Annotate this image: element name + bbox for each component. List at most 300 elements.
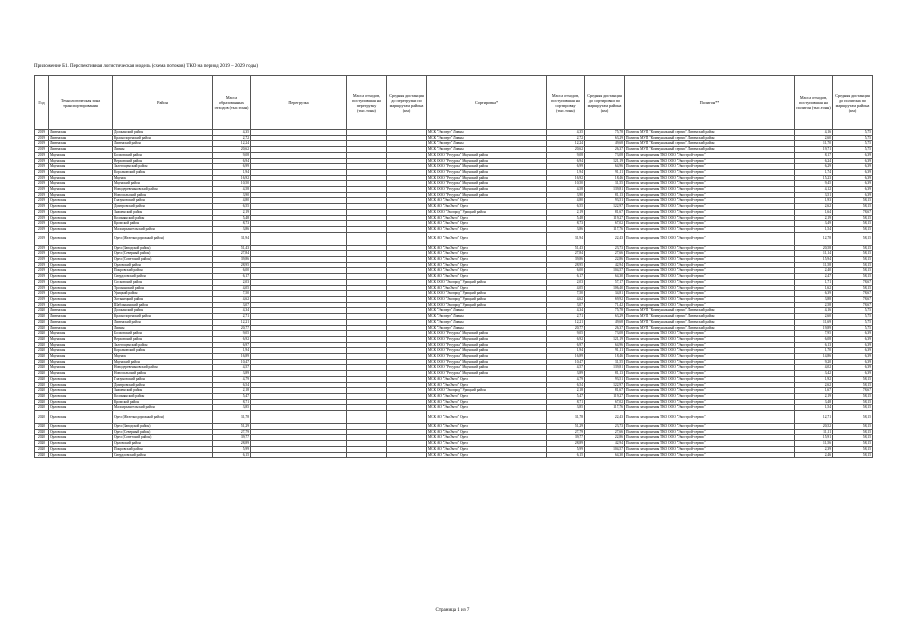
cell-year: 2019 [35,262,49,268]
cell-mass-formed: 51,43 [213,245,251,251]
cell-district: Кромской район [113,399,213,405]
cell-landfill: Полигон захоронения ТКО ООО "Экострой-сервис" [625,429,795,435]
cell-year: 2019 [35,296,49,302]
cell-landfill: Полигон захоронения ТКО ООО "Экострой-сервис" [625,152,795,158]
cell-mass-to-sort: 16,92 [547,175,585,181]
cell-district: Колпнянский район [113,393,213,399]
cell-landfill: Полигон захоронения ТКО ООО "Экострой-сервис" [625,204,795,210]
cell-dist-to-landfill: 58,15 [833,245,873,251]
cell-mass-to-sort: 4,58 [547,187,585,193]
cell-district: Краснозоренский район [113,135,213,141]
cell-dist-to-sort: 81,13 [585,192,625,198]
cell-district: Верховский район [113,336,213,342]
cell-year: 2020 [35,446,49,452]
cell-zone: Орловская [49,285,113,291]
cell-district: Новосильский район [113,192,213,198]
cell-zone: Мценская [49,169,113,175]
cell-dist-to-sort: 119,27 [585,215,625,221]
cell-dist-to-landfill: 6,39 [833,181,873,187]
cell-reload [251,452,347,458]
cell-zone: Орловская [49,441,113,447]
cell-landfill: Полигон захоронения ТКО ООО "Экострой-сервис" [625,411,795,424]
cell-sort: МСК АО "ЭкоЭнто" Орел [427,435,547,441]
cell-dist-to-landfill: 6,39 [833,152,873,158]
cell-year: 2019 [35,181,49,187]
cell-zone: Мценская [49,371,113,377]
cell-sort: МСК "Эксперт" Ливны [427,147,547,153]
cell-year: 2020 [35,388,49,394]
cell-dist-to-landfill: 78,67 [833,302,873,308]
cell-zone: Орловская [49,226,113,232]
cell-landfill: Полигон МУП "Коммунальный сервис" Ливенский район [625,308,795,314]
cell-zone: Ливенская [49,325,113,331]
cell-district: Новосильский район [113,371,213,377]
cell-year: 2019 [35,187,49,193]
col-dist-to-reload: Средняя дистанция до перегрузки по маршрутам района (км) [387,76,427,130]
cell-zone: Орловская [49,435,113,441]
cell-landfill: Полигон захоронения ТКО ООО "Экострой-сервис" [625,291,795,297]
cell-dist-to-landfill: 6,39 [833,175,873,181]
cell-mass-to-landfill: 15,23 [795,175,833,181]
col-mass-to-reload: Масса отходов, поступившая на перегрузку (тыс.тонн) [347,76,387,130]
cell-sort: МСК АО "ЭкоЭнто" Орел [427,399,547,405]
col-mass-to-sort: Масса отходов, поступившая на сортировку (тыс.тонн) [547,76,585,130]
cell-year: 2019 [35,130,49,136]
cell-zone: Орловская [49,411,113,424]
cell-dist-to-landfill: 58,15 [833,257,873,263]
cell-mass-to-landfill: 3,49 [795,221,833,227]
cell-mass-to-landfill: 4,16 [795,130,833,136]
cell-sort: МСК АО "ЭкоЭнто" Орел [427,268,547,274]
cell-mass-formed: 2,18 [213,388,251,394]
cell-year: 2020 [35,354,49,360]
cell-sort: МСК АО "ЭкоЭнто" Орел [427,424,547,430]
cell-district: Должанский район [113,308,213,314]
cell-mass-to-reload [347,452,387,458]
cell-dist-to-landfill: 5,75 [833,147,873,153]
cell-mass-to-landfill: 7,95 [795,331,833,337]
cell-year: 2019 [35,147,49,153]
cell-year: 2019 [35,279,49,285]
cell-zone: Ливенская [49,135,113,141]
cell-sort: МСК "Эксперт" Ливны [427,308,547,314]
cell-mass-to-landfill: 12,71 [795,411,833,424]
cell-dist-to-landfill: 5,75 [833,130,873,136]
cell-landfill: Полигон захоронения ТКО ООО "Экострой-сервис" [625,424,795,430]
cell-dist-to-landfill: 78,67 [833,279,873,285]
cell-mass-formed: 3,90 [213,192,251,198]
cell-district: Шаблыкинский район [113,302,213,308]
cell-mass-to-sort: 9,08 [547,152,585,158]
cell-mass-formed: 20,77 [213,325,251,331]
cell-landfill: Полигон захоронения ТКО ООО "Экострой-сервис" [625,376,795,382]
cell-landfill: Полигон МУП "Коммунальный сервис" Ливенский район [625,314,795,320]
cell-sort: МСК ООО "Экопрод" Урицкий район [427,296,547,302]
cell-zone: Мценская [49,331,113,337]
cell-dist-to-landfill: 58,15 [833,376,873,382]
cell-mass-formed: 6,94 [213,158,251,164]
cell-dist-to-sort: 81,67 [585,388,625,394]
cell-dist-to-landfill: 58,15 [833,452,873,458]
cell-mass-to-sort: 39,77 [547,435,585,441]
cell-district: Корсаковский район [113,169,213,175]
cell-sort: МСК ООО "Ресурсы" Мценский район [427,348,547,354]
cell-sort: МСК АО "ЭкоЭнто" Орел [427,245,547,251]
cell-dist-to-sort: 22,43 [585,232,625,245]
cell-mass-formed: 31,94 [213,232,251,245]
cell-mass-to-sort: 39,86 [547,257,585,263]
cell-mass-to-sort: 4,57 [547,365,585,371]
cell-dist-to-landfill: 5,75 [833,314,873,320]
cell-dist-to-sort: 34,81 [585,291,625,297]
cell-mass-to-sort: 1,94 [547,169,585,175]
cell-mass-formed: 4,80 [213,198,251,204]
cell-mass-to-landfill: 2,19 [795,393,833,399]
cell-dist-to-sort: 139,81 [585,187,625,193]
cell-landfill: Полигон МУП "Коммунальный сервис" Ливенский район [625,130,795,136]
cell-district: Глазуновский район [113,376,213,382]
col-mass-to-landfill: Масса отходов, поступившая на полигон (тыс.тонн) [795,76,833,130]
cell-landfill: Полигон захоронения ТКО ООО "Экострой-сервис" [625,405,795,411]
cell-sort: МСК ООО "Ресурсы" Мценский район [427,169,547,175]
cell-mass-formed: 5,48 [213,215,251,221]
cell-dist-to-landfill: 78,67 [833,209,873,215]
cell-mass-to-landfill: 6,13 [795,342,833,348]
cell-mass-formed: 39,86 [213,257,251,263]
cell-dist-to-sort: 57,17 [585,279,625,285]
cell-mass-to-landfill: 2,58 [795,302,833,308]
cell-district: Залегощенский район [113,164,213,170]
cell-mass-formed: 8,73 [213,221,251,227]
cell-dist-to-sort: 121,19 [585,158,625,164]
cell-mass-to-landfill: 2,19 [795,215,833,221]
cell-zone: Орловская [49,198,113,204]
cell-year: 2020 [35,393,49,399]
cell-sort: МСК ООО "Ресурсы" Мценский район [427,359,547,365]
cell-zone: Орловская [49,268,113,274]
cell-district: Орел (Северный район) [113,251,213,257]
cell-sort: МСК ООО "Ресурсы" Мценский район [427,164,547,170]
cell-year: 2020 [35,331,49,337]
cell-landfill: Полигон захоронения ТКО ООО "Экострой-сервис" [625,388,795,394]
cell-zone: Орловская [49,257,113,263]
cell-zone: Орловская [49,245,113,251]
cell-mass-formed: 12,24 [213,141,251,147]
cell-sort: МСК ООО "Ресурсы" Мценский район [427,181,547,187]
cell-year: 2019 [35,215,49,221]
cell-mass-to-sort: 5,47 [547,393,585,399]
cell-dist-to-landfill: 6,39 [833,354,873,360]
cell-dist-to-landfill: 6,39 [833,331,873,337]
col-dist-to-landfill: Средняя дистанция до полигона по маршрутам района (км) [833,76,873,130]
cell-mass-to-landfill: 3,51 [795,192,833,198]
cell-dist-to-landfill: 58,15 [833,215,873,221]
cell-mass-to-sort: 51,29 [547,424,585,430]
cell-sort: МСК ООО "Ресурсы" Мценский район [427,192,547,198]
table-header-row [35,76,873,130]
cell-mass-to-landfill: 2,46 [795,452,833,458]
cell-mass-to-sort: 6,92 [547,336,585,342]
cell-zone: Мценская [49,336,113,342]
cell-zone: Орловская [49,393,113,399]
cell-district: Залегощенский район [113,342,213,348]
cell-sort: МСК АО "ЭкоЭнто" Орел [427,285,547,291]
cell-zone: Ливенская [49,141,113,147]
cell-zone: Ливенская [49,147,113,153]
cell-sort: МСК ООО "Ресурсы" Мценский район [427,365,547,371]
cell-mass-to-sort: 6,15 [547,452,585,458]
cell-landfill: Полигон захоронения ТКО ООО "Экострой-сервис" [625,348,795,354]
cell-mass-formed: 4,58 [213,187,251,193]
cell-zone: Орловская [49,232,113,245]
cell-mass-formed: 6,15 [213,452,251,458]
cell-mass-to-reload [347,411,387,424]
cell-mass-to-sort: 6,97 [547,342,585,348]
cell-mass-to-landfill: 2,62 [795,382,833,388]
cell-mass-to-landfill: 1,62 [795,285,833,291]
cell-sort: МСК "Эксперт" Ливны [427,135,547,141]
cell-mass-to-sort: 2,18 [547,388,585,394]
cell-year: 2020 [35,308,49,314]
cell-district: Орел (Советский район) [113,435,213,441]
cell-mass-to-sort: 16,89 [547,354,585,360]
cell-sort: МСК "Эксперт" Ливны [427,325,547,331]
cell-district: Дмитровский район [113,382,213,388]
cell-mass-formed: 7,50 [213,291,251,297]
cell-landfill: Полигон захоронения ТКО ООО "Экострой-сервис" [625,187,795,193]
cell-dist-to-sort: 73,08 [585,152,625,158]
cell-landfill: Полигон захоронения ТКО ООО "Экострой-сервис" [625,226,795,232]
cell-mass-formed: 9,08 [213,152,251,158]
cell-mass-to-landfill: 14,86 [795,354,833,360]
cell-dist-to-sort: 104,57 [585,268,625,274]
cell-sort: МСК АО "ЭкоЭнто" Орел [427,393,547,399]
cell-mass-to-landfill: 4,02 [795,365,833,371]
cell-landfill: Полигон захоронения ТКО ООО "Экострой-сервис" [625,274,795,280]
cell-landfill: Полигон захоронения ТКО ООО "Экострой-сервис" [625,382,795,388]
cell-mass-to-sort: 28,89 [547,441,585,447]
cell-mass-to-landfill: 11,56 [795,441,833,447]
cell-district: Орел (Заводской район) [113,424,213,430]
cell-mass-to-sort: 8,71 [547,399,585,405]
cell-year: 2020 [35,359,49,365]
cell-dist-to-landfill: 5,75 [833,319,873,325]
cell-year: 2019 [35,135,49,141]
cell-year: 2019 [35,257,49,263]
cell-district: Глазуновский район [113,198,213,204]
cell-district: Покровский район [113,268,213,274]
cell-dist-to-landfill: 5,75 [833,325,873,331]
cell-year: 2019 [35,198,49,204]
cell-district: Малоархангельский район [113,226,213,232]
cell-landfill: Полигон МУП "Коммунальный сервис" Ливенский район [625,141,795,147]
cell-dist-to-sort: 91,11 [585,348,625,354]
cell-year: 2019 [35,164,49,170]
cell-dist-to-sort: 18,46 [585,175,625,181]
cell-dist-to-landfill: 58,15 [833,262,873,268]
cell-sort: МСК ООО "Ресурсы" Мценский район [427,371,547,377]
cell-sort: МСК АО "ЭкоЭнто" Орел [427,198,547,204]
cell-mass-formed: 2,72 [213,135,251,141]
cell-zone: Орловская [49,209,113,215]
cell-landfill: Полигон захоронения ТКО ООО "Экострой-сервис" [625,359,795,365]
cell-zone: Мценская [49,175,113,181]
cell-mass-to-sort: 8,73 [547,221,585,227]
cell-mass-formed: 27,79 [213,429,251,435]
col-sort: Сортировка* [427,76,547,130]
cell-zone: Мценская [49,354,113,360]
cell-year: 2019 [35,152,49,158]
cell-sort: МСК ООО "Ресурсы" Мценский район [427,152,547,158]
cell-landfill: Полигон захоронения ТКО ООО "Экострой-сервис" [625,232,795,245]
cell-year: 2019 [35,285,49,291]
cell-district: Ливны [113,147,213,153]
cell-year: 2019 [35,175,49,181]
cell-dist-to-sort: 27,66 [585,251,625,257]
cell-dist-to-landfill: 58,15 [833,393,873,399]
cell-zone: Мценская [49,164,113,170]
col-zone: Технологическая зона транспортирования [49,76,113,130]
cell-mass-formed: 8,71 [213,399,251,405]
cell-year: 2019 [35,251,49,257]
col-district: Район [113,76,213,130]
cell-dist-to-landfill: 6,39 [833,169,873,175]
cell-landfill: Полигон захоронения ТКО ООО "Экострой-сервис" [625,296,795,302]
cell-dist-to-sort: 91,11 [585,169,625,175]
cell-sort: МСК ООО "Ресурсы" Мценский район [427,354,547,360]
cell-dist-to-landfill: 6,39 [833,365,873,371]
cell-dist-to-sort: 139,81 [585,365,625,371]
cell-dist-to-landfill: 58,15 [833,405,873,411]
cell-dist-to-sort: 22,43 [585,411,625,424]
cell-mass-to-sort: 3,86 [547,226,585,232]
cell-mass-to-landfill: 20,52 [795,424,833,430]
cell-sort: МСК ООО "Экопрод" Урицкий район [427,291,547,297]
cell-year: 2020 [35,342,49,348]
cell-sort: МСК АО "ЭкоЭнто" Орел [427,405,547,411]
cell-landfill: Полигон захоронения ТКО ООО "Экострой-сервис" [625,336,795,342]
cell-mass-to-landfill: 11,70 [795,141,833,147]
cell-landfill: Полигон захоронения ТКО ООО "Экострой-сервис" [625,158,795,164]
cell-mass-to-sort: 6,00 [547,268,585,274]
cell-dist-to-landfill: 6,39 [833,192,873,198]
cell-dist-to-landfill: 78,67 [833,291,873,297]
cell-mass-to-landfill: 3,88 [795,296,833,302]
cell-year: 2020 [35,411,49,424]
cell-sort: МСК АО "ЭкоЭнто" Орел [427,221,547,227]
cell-district: Орел (Советский район) [113,257,213,263]
cell-mass-to-landfill: 1,67 [795,388,833,394]
cell-district: Орел (Железнодорожный район) [113,232,213,245]
cell-mass-to-reload [347,232,387,245]
cell-mass-to-landfill: 15,91 [795,435,833,441]
cell-mass-formed: 31,78 [213,411,251,424]
cell-landfill: Полигон захоронения ТКО ООО "Экострой-сервис" [625,342,795,348]
cell-mass-to-sort: 6,99 [547,164,585,170]
cell-zone: Орловская [49,204,113,210]
cell-mass-to-sort: 3,85 [547,405,585,411]
cell-mass-to-sort: 12,21 [547,319,585,325]
cell-mass-to-landfill: 1,74 [795,169,833,175]
cell-year: 2020 [35,348,49,354]
cell-mass-to-sort: 2,19 [547,209,585,215]
cell-mass-formed: 10,47 [213,359,251,365]
cell-zone: Орловская [49,251,113,257]
cell-year: 2019 [35,221,49,227]
cell-district: Ливны [113,325,213,331]
cell-dist-to-landfill: 6,39 [833,164,873,170]
cell-mass-to-landfill: 6,24 [795,158,833,164]
cell-zone: Орловская [49,429,113,435]
cell-sort: МСК АО "ЭкоЭнто" Орел [427,376,547,382]
cell-mass-to-landfill: 9,45 [795,181,833,187]
cell-sort: МСК "Эксперт" Ливны [427,314,547,320]
cell-dist-to-landfill: 58,15 [833,274,873,280]
cell-mass-to-landfill: 9,20 [795,359,833,365]
cell-mass-formed: 27,84 [213,251,251,257]
cell-sort: МСК АО "ЭкоЭнто" Орел [427,382,547,388]
cell-dist-to-sort: 121,19 [585,336,625,342]
cell-mass-to-landfill: 3,42 [795,371,833,377]
cell-district: Орловский район [113,441,213,447]
cell-year: 2020 [35,314,49,320]
cell-landfill: Полигон захоронения ТКО ООО "Экострой-сервис" [625,331,795,337]
cell-sort: МСК АО "ЭкоЭнто" Орел [427,251,547,257]
cell-mass-formed: 4,34 [213,308,251,314]
cell-mass-to-sort: 7,50 [547,291,585,297]
cell-mass-formed: 2,19 [213,209,251,215]
cell-year: 2020 [35,424,49,430]
cell-dist-to-sort: 69,92 [585,296,625,302]
cell-sort: МСК АО "ЭкоЭнто" Орел [427,274,547,280]
page-footer: Страница 1 из 7 [435,608,470,613]
cell-zone: Орловская [49,446,113,452]
cell-zone: Мценская [49,152,113,158]
cell-dist-to-sort: 122,97 [585,382,625,388]
cell-landfill: Полигон захоронения ТКО ООО "Экострой-сервис" [625,452,795,458]
cell-mass-to-landfill: 3,48 [795,399,833,405]
cell-dist-to-sort: 71,42 [585,302,625,308]
cell-zone: Орловская [49,262,113,268]
cell-year: 2020 [35,441,49,447]
cell-year: 2020 [35,371,49,377]
cell-mass-to-landfill: 19,71 [795,147,833,153]
cell-mass-to-sort: 4,05 [547,285,585,291]
cell-sort: МСК ООО "Экопрод" Урицкий район [427,302,547,308]
cell-dist-to-landfill: 58,15 [833,446,873,452]
col-year: Год [35,76,49,130]
cell-sort: МСК ООО "Ресурсы" Мценский район [427,342,547,348]
cell-landfill: Полигон захоронения ТКО ООО "Экострой-сервис" [625,221,795,227]
cell-mass-to-landfill: 2,60 [795,314,833,320]
cell-sort: МСК АО "ЭкоЭнто" Орел [427,441,547,447]
cell-landfill: Полигон захоронения ТКО ООО "Экострой-сервис" [625,262,795,268]
cell-district: Орел (Железнодорожный район) [113,411,213,424]
cell-landfill: Полигон захоронения ТКО ООО "Экострой-сервис" [625,365,795,371]
cell-sort: МСК ООО "Экопрод" Урицкий район [427,279,547,285]
cell-year: 2019 [35,192,49,198]
cell-dist-to-sort: 64,30 [585,452,625,458]
cell-sort: МСК АО "ЭкоЭнто" Орел [427,429,547,435]
cell-mass-formed: 4,57 [213,365,251,371]
cell-dist-to-sort: 93,51 [585,376,625,382]
cell-dist-to-landfill: 58,15 [833,435,873,441]
cell-district: Знаменский район [113,209,213,215]
cell-year: 2020 [35,452,49,458]
cell-landfill: Полигон захоронения ТКО ООО "Экострой-сервис" [625,354,795,360]
cell-dist-to-sort: 49,68 [585,319,625,325]
cell-mass-to-landfill: 1,71 [795,279,833,285]
